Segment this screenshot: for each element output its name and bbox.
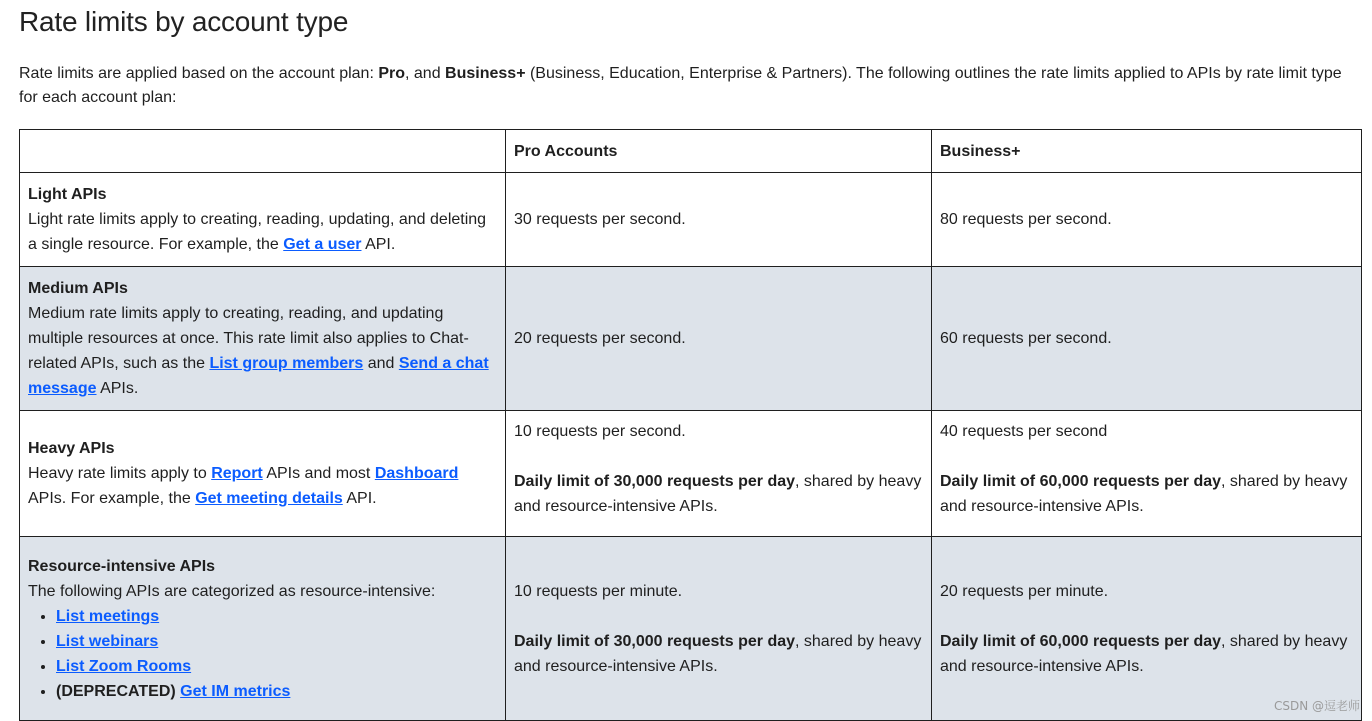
resource-pro-daily: Daily limit of 30,000 requests per day, shared by heavy and resource-intensive APIs. [514,632,922,675]
resource-intensive-list [28,604,497,704]
list-item: • (DEPRECATED) Get IM metrics [56,679,497,704]
list-item [56,654,497,679]
heavy-business-daily: Daily limit of 60,000 requests per day, shared by heavy and resource-intensive APIs. [940,473,1348,515]
light-pro-cell: 30 requests per second. [506,173,932,267]
heavy-pro-cell [506,411,932,537]
heavy-business-rate: 40 requests per second [940,423,1108,440]
medium-pro-cell: 20 requests per second. [506,267,932,411]
rate-limits-table [19,129,1362,721]
plan-business-plus: Business+ [445,65,526,82]
resource-business-rate: 20 requests per minute. [940,582,1109,600]
light-apis-title: Light APIs [28,186,107,203]
resource-description-cell: Resource-intensive APIs The following APIs are categorized as resource-intensive: • List meetings • List webinars • List Zoom Rooms • (DEPRECATED) Get IM metrics [20,537,506,721]
table-row-light [20,173,1362,267]
intro-paragraph: Rate limits are applied based on the account plan: Pro, and Business+ (Business, Education, Enterprise & Partners). The following outlines the rate limits applied to APIs by rate limit type for each account plan: [19,65,1342,106]
table-row-heavy [20,411,1362,537]
resource-pro-rate: 10 requests per minute. [514,582,683,600]
table-row-resource-intensive [20,537,1362,721]
medium-apis-title: Medium APIs [28,280,128,297]
medium-business-cell: 60 requests per second. [932,267,1362,411]
send-a-chat-message-link[interactable]: Send a chat message [28,355,489,397]
get-meeting-details-link[interactable]: Get meeting details [195,490,343,507]
medium-description-cell: Medium APIs Medium rate limits apply to creating, reading, and updating multiple resources at once. This rate limit also applies to Chat-related APIs, such as the List group members and Send a chat message APIs. [20,267,506,411]
heavy-pro-rate: 10 requests per second. [514,423,686,440]
header-business-plus: Business+ [932,130,1362,173]
resource-business-cell [932,537,1362,721]
dashboard-link[interactable]: Dashboard [374,465,459,482]
list-item [56,604,497,629]
table-row-medium [20,267,1362,411]
resource-intensive-apis-title: Resource-intensive APIs [28,557,216,575]
list-zoom-rooms-link[interactable]: List Zoom Rooms [56,657,192,675]
heavy-pro-daily: Daily limit of 30,000 requests per day, shared by heavy and resource-intensive APIs. [514,473,922,515]
list-meetings-link[interactable]: List meetings [56,607,160,625]
header-empty [20,130,506,173]
report-link[interactable]: Report [211,465,263,482]
heavy-apis-title: Heavy APIs [28,440,115,457]
table-header-row [20,130,1362,173]
list-webinars-link[interactable]: List webinars [56,632,159,650]
heavy-description-cell: Heavy APIs Heavy rate limits apply to Report APIs and most Dashboard APIs. For example, the Get meeting details API. [20,411,506,537]
get-a-user-link[interactable]: Get a user [283,236,362,253]
resource-business-daily: Daily limit of 60,000 requests per day, shared by heavy and resource-intensive APIs. [940,632,1348,675]
list-group-members-link[interactable]: List group members [209,355,364,372]
heavy-business-cell [932,411,1362,537]
resource-pro-cell [506,537,932,721]
light-description-cell: Light APIs Light rate limits apply to creating, reading, updating, and deleting a single resource. For example, the Get a user API. [20,173,506,267]
light-business-cell: 80 requests per second. [932,173,1362,267]
watermark: CSDN @逗老师 [1273,699,1360,713]
get-im-metrics-link[interactable]: Get IM metrics [180,682,291,700]
plan-pro: Pro [378,65,406,82]
page-title: Rate limits by account type [19,6,349,37]
list-item [56,629,497,654]
header-pro-accounts: Pro Accounts [506,130,932,173]
